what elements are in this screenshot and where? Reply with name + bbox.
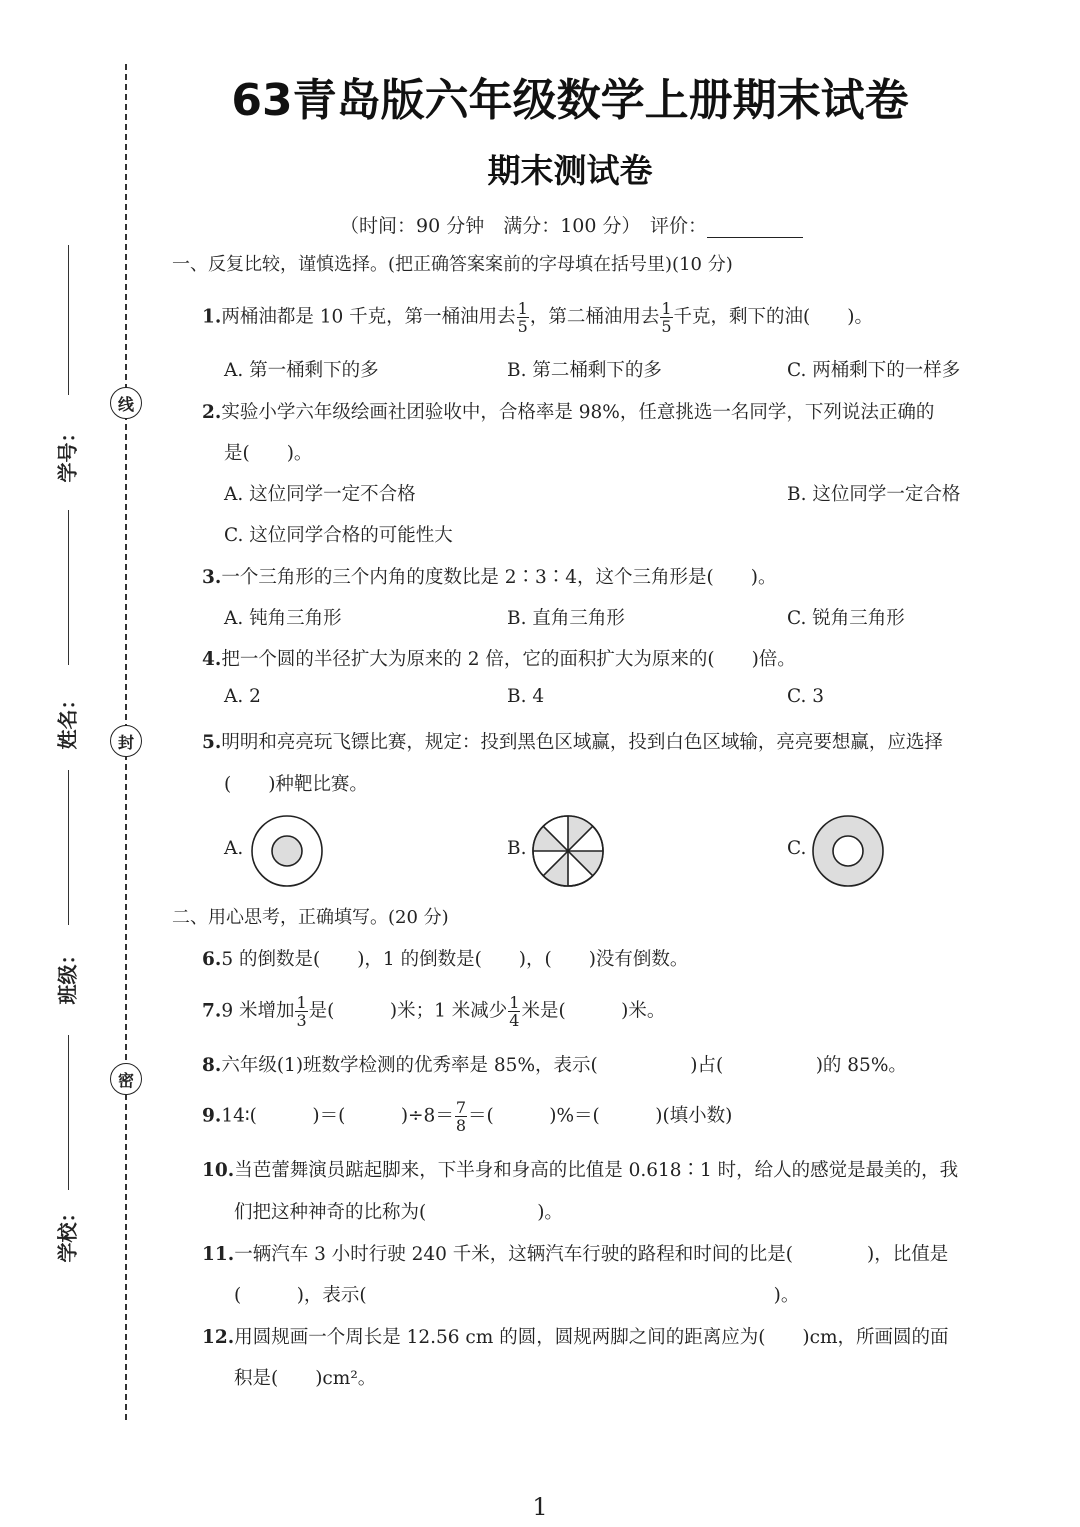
q2-option-c: C. 这位同学合格的可能性大 (224, 525, 453, 546)
rating-blank[interactable] (707, 215, 803, 238)
q1-option-c: C. 两桶剩下的一样多 (787, 360, 961, 381)
q2-option-a: A. 这位同学一定不合格 (224, 484, 416, 505)
q3-option-b: B. 直角三角形 (507, 608, 625, 629)
seal-feng: 封 (110, 725, 142, 757)
numerator: 7 (455, 1098, 467, 1117)
student-id-label: 学号： (55, 422, 80, 483)
school-line[interactable] (68, 1035, 69, 1190)
q1-option-b: B. 第二桶剩下的多 (507, 360, 662, 381)
numerator: 1 (296, 993, 307, 1012)
q-text: 实验小学六年级绘画社团验收中，合格率是 98%，任意挑选一名同学，下列说法正确的 (221, 402, 935, 423)
student-id-line[interactable] (68, 245, 69, 395)
q5-option-b: B. (507, 838, 527, 859)
time-score: （时间：90 分钟 满分：100 分） (340, 215, 632, 237)
name-label: 姓名： (55, 689, 80, 750)
q-text: 5 的倒数是( )，1 的倒数是( )，( )没有倒数。 (221, 949, 689, 970)
numerator: 1 (661, 299, 672, 318)
q4-option-a: A. 2 (224, 686, 261, 707)
q-text: 米是( )米。 (521, 1000, 666, 1022)
question-8 (202, 1051, 907, 1077)
q-text: 六年级(1)班数学检测的优秀率是 85%，表示( )占( )的 85%。 (221, 1055, 907, 1076)
name-line[interactable] (68, 510, 69, 665)
question-5 (202, 728, 943, 754)
question-3 (202, 563, 776, 589)
question-2 (202, 398, 934, 424)
page-number: 1 (532, 1493, 548, 1521)
q-num: 2. (202, 402, 222, 423)
target-c-icon (811, 814, 885, 888)
q-text: 千克，剩下的油( )。 (673, 306, 873, 328)
q-num: 6. (202, 949, 222, 970)
fraction (660, 300, 672, 335)
q-text: 是( )米；1 米减少 (308, 1000, 508, 1022)
q5-option-c: C. (787, 838, 807, 859)
denominator: 3 (296, 1011, 307, 1030)
q-num: 5. (202, 732, 222, 753)
section2-heading: 二、用心思考，正确填写。(20 分) (172, 907, 449, 928)
q-num: 12. (202, 1327, 235, 1348)
target-a-icon (250, 814, 324, 888)
fraction (517, 300, 529, 335)
class-label: 班级： (55, 944, 80, 1005)
q-num: 11. (202, 1244, 235, 1265)
q3-option-a: A. 钝角三角形 (224, 608, 342, 629)
question-11 (202, 1240, 948, 1266)
q-text: 当芭蕾舞演员踮起脚来，下半身和身高的比值是 0.618∶1 时，给人的感觉是最美的，我 (234, 1160, 959, 1181)
question-4 (202, 645, 796, 671)
q-text: 一个三角形的三个内角的度数比是 2∶3∶4，这个三角形是( )。 (221, 567, 777, 588)
target-b-icon (531, 814, 605, 888)
q-text: 14∶( )＝( )÷8＝ (221, 1105, 454, 1127)
question-11-cont: ( )，表示( )。 (234, 1285, 800, 1306)
rating-label: 评价： (650, 215, 708, 237)
q5-option-a: A. (224, 838, 244, 859)
q-text: ，第二桶油用去 (529, 306, 660, 328)
q-text: ＝( )%＝( )(填小数) (468, 1105, 733, 1127)
question-7 (202, 994, 665, 1029)
q-text: 9 米增加 (221, 1000, 295, 1022)
question-1 (202, 300, 873, 335)
q-num: 4. (202, 649, 222, 670)
q1-option-a: A. 第一桶剩下的多 (224, 360, 379, 381)
q-text: 把一个圆的半径扩大为原来的 2 倍，它的面积扩大为原来的( )倍。 (221, 649, 796, 670)
page-subtitle: 期末测试卷 (487, 151, 653, 190)
question-12-cont: 积是( )cm²。 (234, 1368, 377, 1389)
question-10 (202, 1156, 958, 1182)
q-text: 两桶油都是 10 千克，第一桶油用去 (221, 306, 516, 328)
school-label: 学校： (55, 1202, 80, 1263)
q-text: 一辆汽车 3 小时行驶 240 千米，这辆汽车行驶的路程和时间的比是( )，比值是 (234, 1244, 949, 1265)
question-12 (202, 1323, 949, 1349)
denominator: 5 (661, 317, 672, 336)
q-num: 9. (202, 1105, 222, 1127)
section1-heading: 一、反复比较，谨慎选择。(把正确答案案前的字母填在括号里)(10 分) (172, 254, 733, 275)
fraction (508, 994, 520, 1029)
question-10-cont: 们把这种神奇的比称为( )。 (234, 1202, 563, 1223)
q-num: 3. (202, 567, 222, 588)
numerator: 1 (509, 993, 520, 1012)
q4-option-c: C. 3 (787, 686, 825, 707)
numerator: 1 (517, 299, 528, 318)
denominator: 4 (509, 1011, 520, 1030)
q3-option-c: C. 锐角三角形 (787, 608, 905, 629)
question-2-cont: 是( )。 (224, 443, 313, 464)
question-6 (202, 945, 688, 971)
fraction (295, 994, 307, 1029)
q-num: 8. (202, 1055, 222, 1076)
class-line[interactable] (68, 770, 69, 925)
question-9 (202, 1099, 732, 1134)
denominator: 8 (455, 1116, 467, 1135)
q4-option-b: B. 4 (507, 686, 545, 707)
denominator: 5 (517, 317, 528, 336)
q-text: 用圆规画一个周长是 12.56 cm 的圆，圆规两脚之间的距离应为( )cm，所画圆的面 (234, 1327, 949, 1348)
fraction (455, 1099, 467, 1134)
q2-option-b: B. 这位同学一定合格 (787, 484, 961, 505)
q-text: 明明和亮亮玩飞镖比赛，规定：投到黑色区域赢，投到白色区域输，亮亮要想赢，应选择 (221, 732, 943, 753)
seal-xian: 线 (110, 387, 142, 419)
exam-info (340, 211, 803, 238)
q-num: 7. (202, 1000, 222, 1022)
seal-mi: 密 (110, 1063, 142, 1095)
q-num: 1. (202, 306, 222, 328)
q-num: 10. (202, 1160, 235, 1181)
page-title: 63青岛版六年级数学上册期末试卷 (231, 75, 909, 126)
question-5-cont: ( )种靶比赛。 (224, 774, 368, 795)
